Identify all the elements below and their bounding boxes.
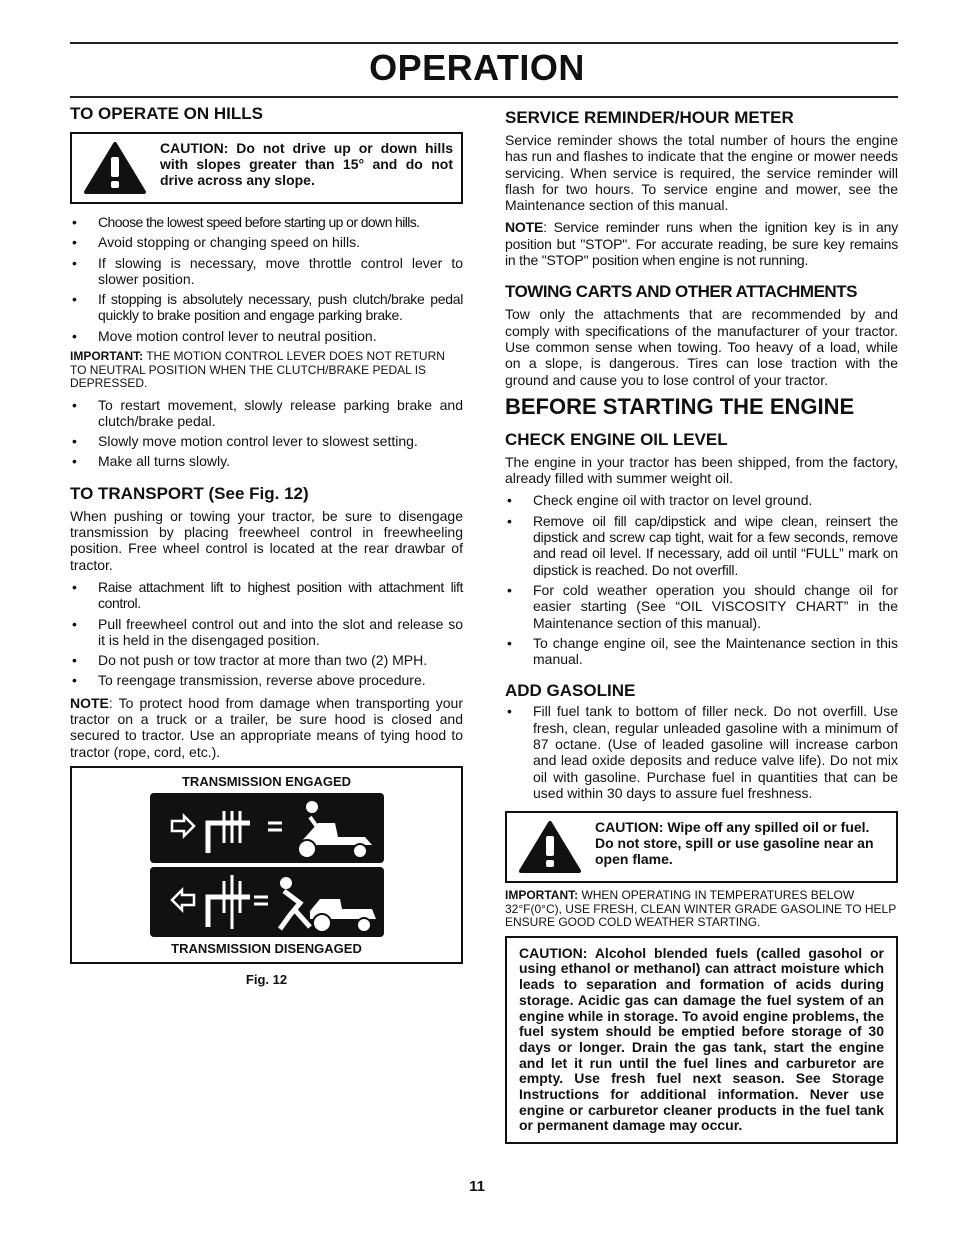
list-item: • Check engine oil with tractor on level ground.	[505, 492, 898, 508]
note-text: : To protect hood from damage when transporting your tractor on a truck or a trailer, be sure hood is closed and secured to tractor. Use an appropriate means of tying hood to tractor (rope, cord, etc.).	[70, 694, 463, 760]
towing-heading: TOWING CARTS AND OTHER ATTACHMENTS	[505, 282, 857, 302]
oil-heading: CHECK ENGINE OIL LEVEL	[505, 429, 728, 449]
page-title: OPERATION	[369, 47, 585, 88]
list-item: • If slowing is necessary, move throttle control lever to slower position.	[70, 255, 463, 288]
list-item: • To change engine oil, see the Maintenance section in this manual.	[505, 635, 898, 668]
note-text: : Service reminder runs when the ignition key is in any position but "STOP". For accurate reading, be sure key remains in the "STOP" position when engine is not running.	[505, 219, 898, 269]
oil-list	[505, 492, 898, 667]
gasoline-caution-box	[505, 811, 898, 883]
figure-caption: Fig. 12	[245, 971, 288, 987]
list-item: • Move motion control lever to neutral position.	[70, 328, 463, 344]
figure-top-label: TRANSMISSION ENGAGED	[181, 773, 351, 789]
list-item: • If stopping is absolutely necessary, push clutch/brake pedal quickly to brake position and engage parking brake.	[70, 291, 463, 324]
transport-heading: TO TRANSPORT (See Fig. 12)	[70, 483, 309, 503]
figure-12	[70, 766, 463, 964]
list-item: • To restart movement, slowly release parking brake and clutch/brake pedal.	[70, 397, 463, 430]
top-rule	[70, 42, 898, 44]
list-item: • Raise attachment lift to highest position with attachment lift control.	[70, 579, 463, 612]
list-item: • Make all turns slowly.	[70, 453, 463, 469]
title-rule	[70, 96, 898, 98]
gasoline-list	[505, 703, 898, 801]
transport-note	[70, 695, 463, 760]
list-item: • Fill fuel tank to bottom of filler neck. Do not overfill. Use fresh, clean, regular unleaded gasoline with a minimum of 87 octane. (Use of leaded gasoline will increase carbon and lead oxide deposits and reduce valve life). Do not mix oil with gasoline. Purchase fuel in quantities that can be used within 30 days to assure fuel freshness.	[505, 703, 898, 801]
hills-caution-box	[70, 132, 463, 204]
transport-list	[70, 579, 463, 689]
hills-list-2	[70, 397, 463, 470]
note-label: NOTE	[505, 219, 544, 236]
transmission-disengaged-icon	[150, 867, 384, 937]
hills-caution-text: CAUTION: Do not drive up or down hills with slopes greater than 15° and do not drive across any slope.	[160, 140, 453, 188]
transport-intro: When pushing or towing your tractor, be sure to disengage transmission by placing freewheel control in freewheeling position. Free wheel control is located at the rear drawbar of tractor.	[70, 507, 463, 573]
right-column	[505, 104, 898, 1144]
before-starting-heading: BEFORE STARTING THE ENGINE	[505, 393, 855, 419]
list-item: • To reengage transmission, reverse above procedure.	[70, 672, 463, 688]
gasoline-caution-text: CAUTION: Wipe off any spilled oil or fuel. Do not store, spill or use gasoline near an open flame.	[595, 819, 874, 868]
alcohol-fuels-caution-box: CAUTION: Alcohol blended fuels (called gasohol or using ethanol or methanol) can attract moisture which leads to separation and formation of acids during storage. Acidic gas can damage the fuel system of an engine while in storage. To avoid engine problems, the fuel system should be emptied before storage of 30 days or longer. Drain the gas tank, start the engine and let it run until the fuel lines and carburetor are empty. Use fresh fuel next season. See Storage Instructions for additional information. Never use engine or carburetor cleaner products in the fuel tank or permanent damage may occur.	[505, 936, 898, 1144]
list-item: • Slowly move motion control lever to slowest setting.	[70, 433, 463, 449]
important-text: WHEN OPERATING IN TEMPERATURES BELOW 32°F(0°C), USE FRESH, CLEAN WINTER GRADE GASOLINE TO HELP ENSURE GOOD COLD WEATHER STARTING.	[505, 888, 897, 930]
service-heading: SERVICE REMINDER/HOUR METER	[505, 108, 794, 127]
important-label: IMPORTANT:	[70, 349, 144, 364]
service-note	[505, 219, 898, 268]
list-item: • Do not push or tow tractor at more than two (2) MPH.	[70, 652, 463, 668]
list-item: • For cold weather operation you should change oil for easier starting (See “OIL VISCOSITY CHART” in the Maintenance section of this manual).	[505, 582, 898, 631]
note-label: NOTE	[70, 694, 109, 711]
service-text: Service reminder shows the total number of hours the engine has run and flashes to indicate that the engine or mower needs servicing. When service is required, the service reminder will flash for two hours. To service engine and mower, see the Maintenance section of this manual.	[505, 132, 898, 214]
hills-important	[70, 350, 463, 391]
warning-icon	[82, 140, 148, 196]
figure-bottom-label: TRANSMISSION DISENGAGED	[171, 940, 362, 956]
oil-intro: The engine in your tractor has been shipped, from the factory, already filled with summer weight oil.	[505, 453, 898, 487]
list-item: • Remove oil fill cap/dipstick and wipe clean, reinsert the dipstick and screw cap tight, wait for a few seconds, remove and read oil level. If necessary, add oil until “FULL” mark on dipstick is reached. Do not overfill.	[505, 513, 898, 578]
transmission-engaged-icon	[150, 793, 384, 863]
page-number: 11	[469, 1178, 485, 1195]
gasoline-important	[505, 889, 898, 930]
towing-text: Tow only the attachments that are recommended by and comply with specifications of the manufacturer of your tractor. Use common sense when towing. Too heavy of a load, while on a slope, is dangerous. Tires can lose traction with the ground and cause you to lose control of your tractor.	[505, 306, 898, 388]
hills-list-1	[70, 214, 463, 344]
list-item: • Choose the lowest speed before starting up or down hills.	[70, 214, 463, 230]
important-label: IMPORTANT:	[505, 888, 579, 903]
list-item: • Pull freewheel control out and into the slot and release so it is held in the disengaged position.	[70, 616, 463, 649]
list-item: • Avoid stopping or changing speed on hills.	[70, 234, 463, 250]
important-text: THE MOTION CONTROL LEVER DOES NOT RETURN TO NEUTRAL POSITION WHEN THE CLUTCH/BRAKE PEDAL IS DEPRESSED.	[70, 349, 445, 391]
warning-icon	[517, 819, 583, 875]
hills-heading: TO OPERATE ON HILLS	[70, 104, 263, 123]
gasoline-heading: ADD GASOLINE	[505, 681, 636, 701]
left-column	[70, 104, 463, 987]
